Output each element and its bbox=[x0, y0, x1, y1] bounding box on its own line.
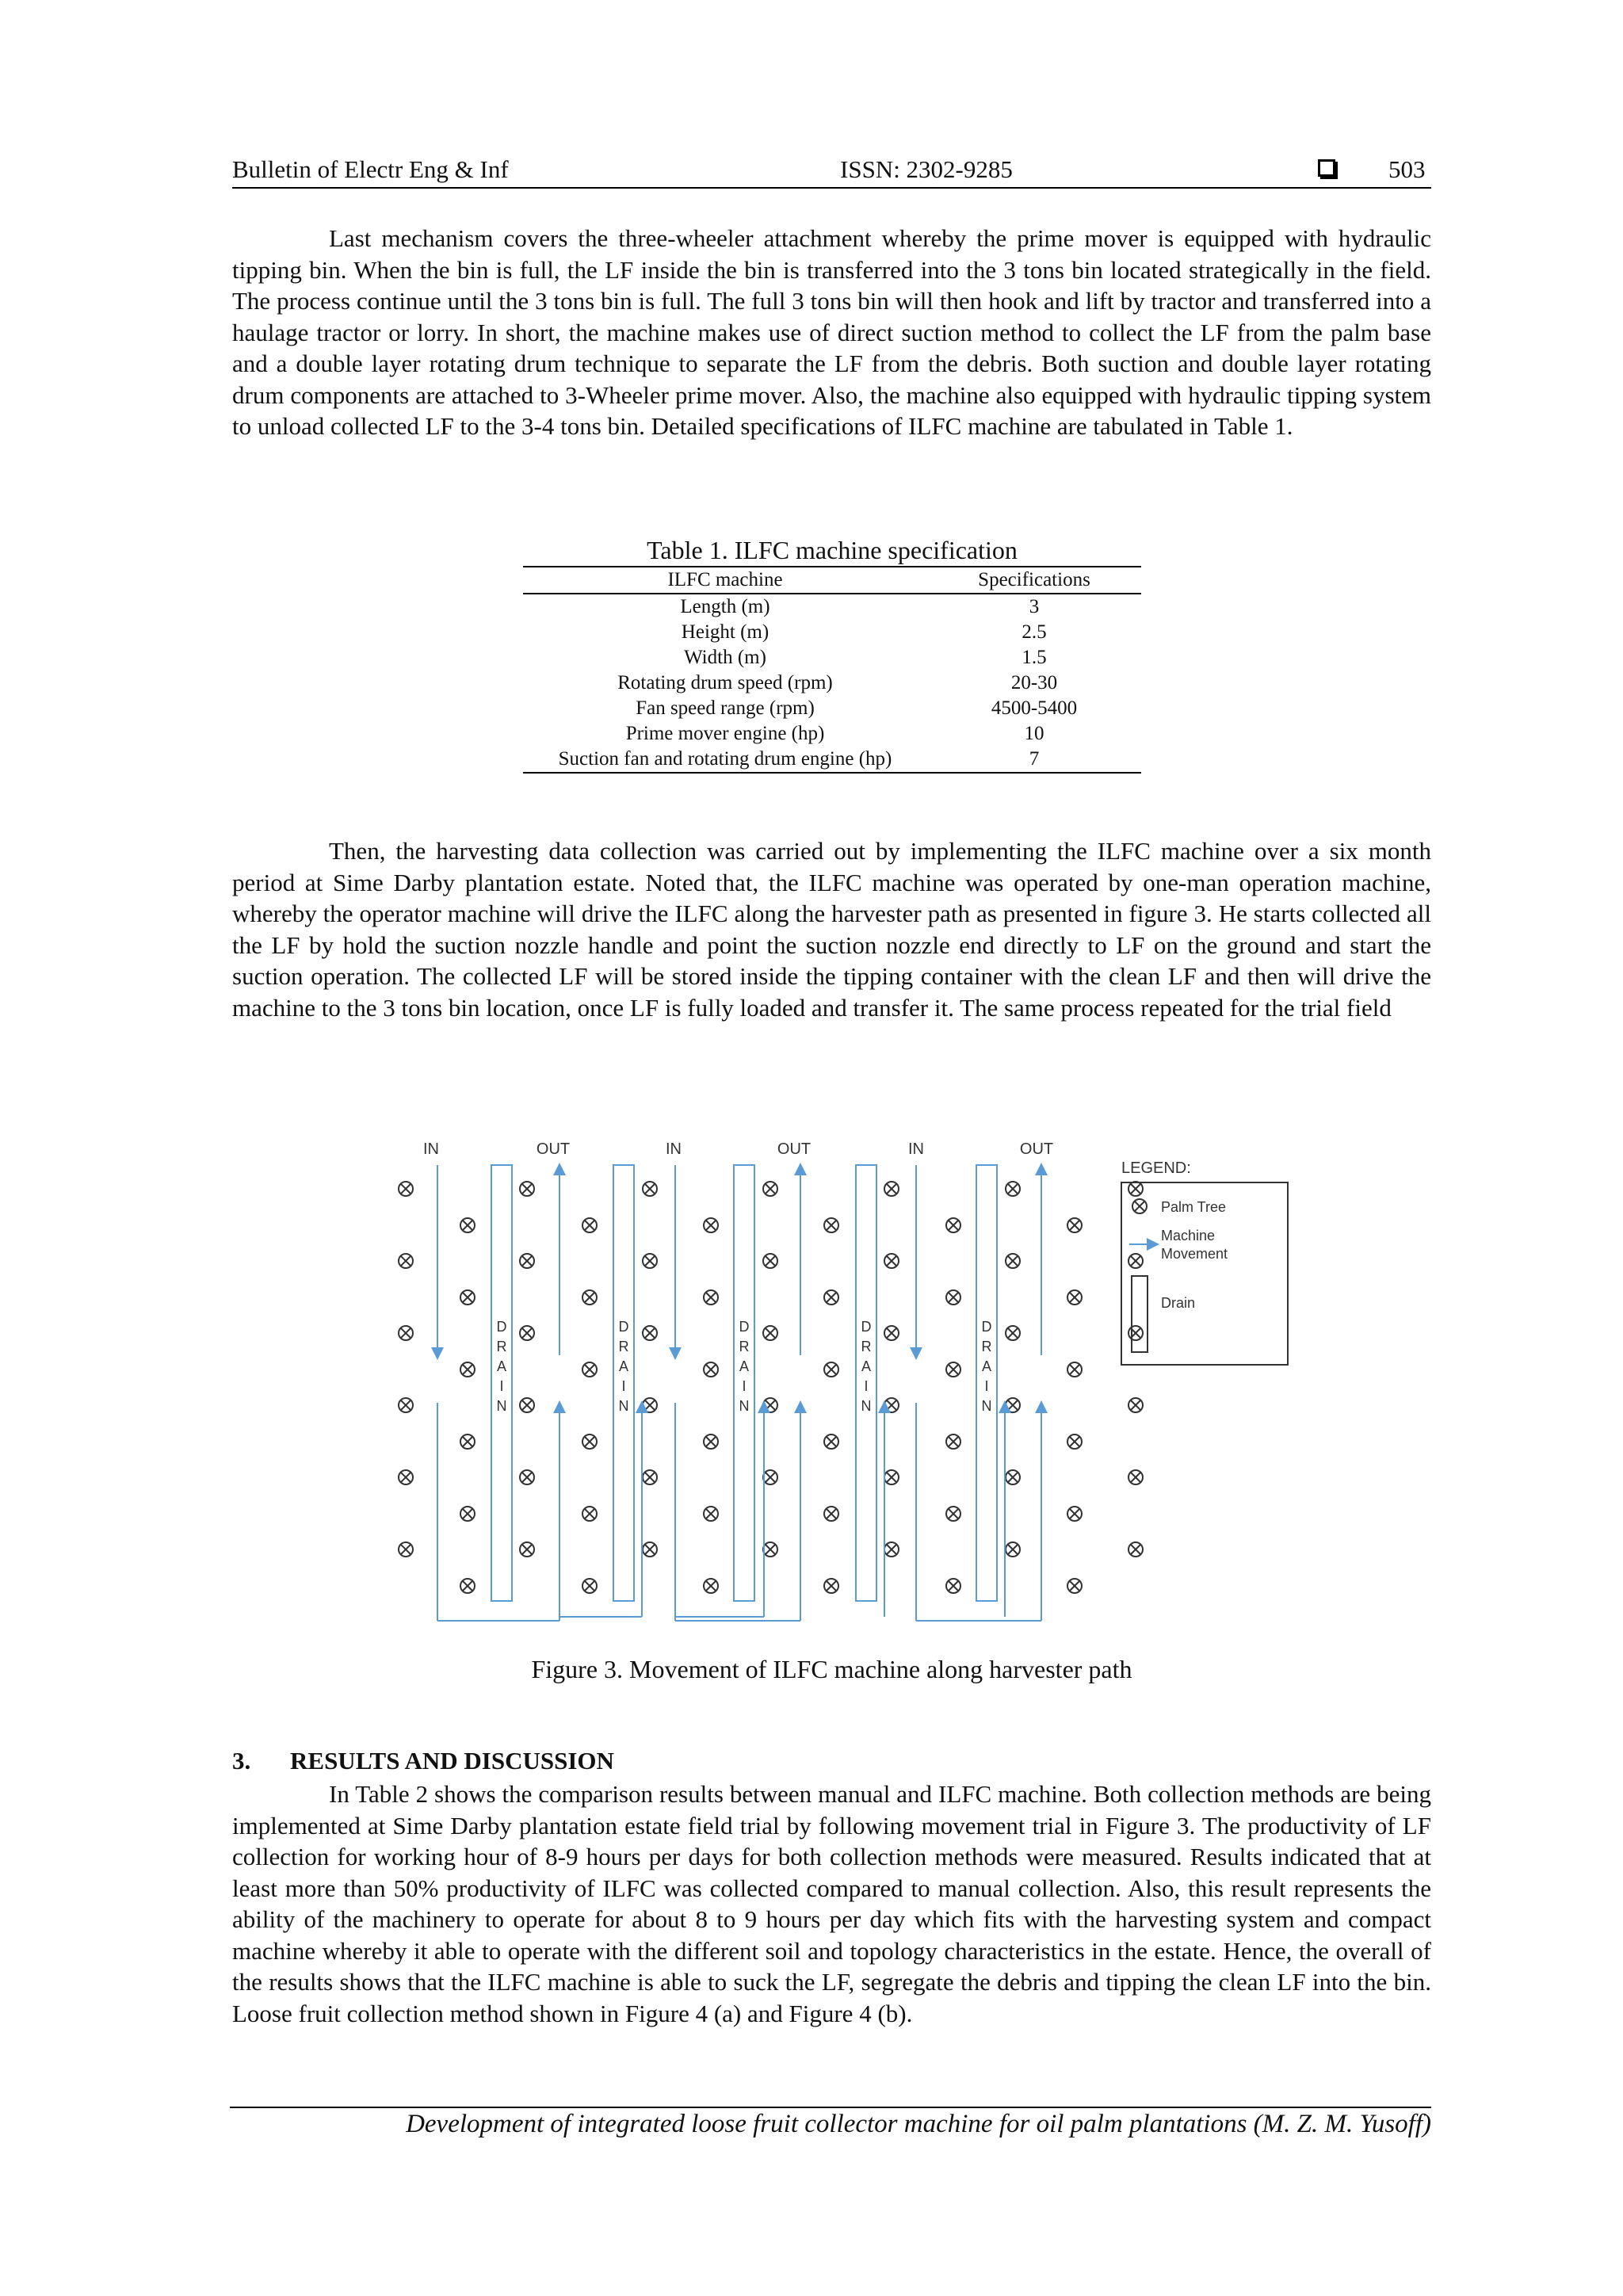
table-cell: Fan speed range (rpm) bbox=[636, 697, 815, 719]
drain-letter: D bbox=[981, 1319, 992, 1335]
table-row bbox=[523, 645, 1141, 670]
drain-letter: A bbox=[618, 1358, 629, 1374]
drain-letter: D bbox=[739, 1319, 750, 1335]
drain-letter: A bbox=[981, 1358, 992, 1374]
section-title: RESULTS AND DISCUSSION bbox=[290, 1747, 614, 1775]
legend-drain-label: Drain bbox=[1161, 1295, 1196, 1311]
table-header: Specifications bbox=[978, 569, 1090, 590]
table-cell: Rotating drum speed (rpm) bbox=[617, 672, 833, 693]
paragraph-1: Last mechanism covers the three-wheeler attachment whereby the prime mover is equipped with hydraulic tipping bin. When the bin is full, the LF inside the bin is transferred into the 3 tons bin located strategically in the field. The process continue until the 3 tons bin is full. The full 3 tons bin will then hook and lift by tractor and transferred into a haulage tractor or lorry. In short, the machine makes use of direct suction method to collect the LF from the palm base and a double layer rotating drum technique to separate the LF from the debris. Both suction and double layer rotating drum components are attached to 3-Wheeler prime mover. Also, the machine also equipped with hydraulic tipping system to unload collected LF to the 3-4 tons bin. Detailed specifications of ILFC machine are tabulated in Table 1. bbox=[232, 224, 1431, 440]
table-cell: 1.5 bbox=[1022, 647, 1047, 668]
paragraph-2: Then, the harvesting data collection was carried out by implementing the ILFC machine over a six month period at Sime Darby plantation estate. Noted that, the ILFC machine was operated by one-man operation machine, whereby the operator machine will drive the ILFC along the harvester path as presented in figure 3. He starts collected all the LF by hold the suction nozzle handle and point the suction nozzle end directly to LF on the ground and start the suction operation. The collected LF will be stored inside the tipping container with the clean LF and then will drive the machine to the 3 tons bin location, once LF is fully loaded and transfer it. The same process repeated for the trial field bbox=[232, 837, 1431, 1022]
square-icon bbox=[1318, 159, 1335, 177]
legend-title: LEGEND: bbox=[1121, 1159, 1191, 1177]
table-cell: Prime mover engine (hp) bbox=[625, 723, 825, 744]
legend-movement-label: Movement bbox=[1161, 1246, 1228, 1262]
table-cell: 3 bbox=[1029, 596, 1040, 617]
direction-label: IN bbox=[908, 1140, 924, 1158]
drain-letter: R bbox=[981, 1339, 992, 1354]
table-row bbox=[523, 594, 1141, 620]
legend-palm-tree-label: Palm Tree bbox=[1161, 1199, 1227, 1215]
table-cell: Width (m) bbox=[684, 647, 766, 668]
harvester-path-diagram bbox=[380, 1125, 1292, 1633]
direction-label: OUT bbox=[536, 1140, 571, 1158]
table-1-caption: Table 1. ILFC machine specification bbox=[647, 536, 1018, 564]
direction-label: OUT bbox=[777, 1140, 812, 1158]
drain-letter: N bbox=[981, 1398, 992, 1414]
legend-machine-label: Machine bbox=[1161, 1228, 1216, 1244]
table-row bbox=[523, 721, 1141, 747]
paragraph-3: In Table 2 shows the comparison results between manual and ILFC machine. Both collection methods are being implemented at Sime Darby plantation estate field trial by following movement trial in Figure 3. The productivity of LF collection for working hour of 8-9 hours per days for both collection methods were measured. Results indicated that at least more than 50% productivity of ILFC was collected compared to manual collection. Also, this result represents the ability of the machinery to operate for about 8 to 9 hours per day which fits with the harvesting system and compact machine whereby it able to operate with the different soil and topology characteristics in the estate. Hence, the overall of the results shows that the ILFC machine is able to suck the LF, segregate the debris and tipping the clean LF into the bin. Loose fruit collection method shown in Figure 4 (a) and Figure 4 (b). bbox=[232, 1780, 1431, 2027]
table-1 bbox=[523, 566, 1141, 774]
table-cell: 7 bbox=[1029, 748, 1040, 770]
header-rule bbox=[232, 187, 1431, 189]
table-row bbox=[523, 620, 1141, 645]
drain-letter: I bbox=[742, 1378, 747, 1394]
table-cell: 10 bbox=[1024, 723, 1044, 744]
table-cell: 20-30 bbox=[1010, 672, 1058, 693]
drain-letter: I bbox=[864, 1378, 869, 1394]
table-row bbox=[523, 747, 1141, 773]
direction-label: IN bbox=[666, 1140, 682, 1158]
direction-label: OUT bbox=[1019, 1140, 1054, 1158]
drain-letter: I bbox=[621, 1378, 626, 1394]
drain-letter: N bbox=[618, 1398, 629, 1414]
table-row bbox=[523, 696, 1141, 721]
table-cell: 4500-5400 bbox=[991, 697, 1078, 719]
drain-letter: N bbox=[496, 1398, 507, 1414]
drain-letter: A bbox=[496, 1358, 507, 1374]
drain-letter: N bbox=[861, 1398, 872, 1414]
issn: ISSN: 2302-9285 bbox=[840, 155, 1013, 183]
drain-letter: D bbox=[618, 1319, 629, 1335]
table-row bbox=[523, 670, 1141, 696]
drain-letter: I bbox=[499, 1378, 504, 1394]
table-cell: Height (m) bbox=[681, 621, 769, 643]
drain-letter: A bbox=[739, 1358, 750, 1374]
section-number: 3. bbox=[232, 1747, 251, 1775]
table-cell: Length (m) bbox=[680, 596, 770, 617]
drain-letter: R bbox=[618, 1339, 629, 1354]
drain-letter: R bbox=[496, 1339, 507, 1354]
drain-letter: D bbox=[496, 1319, 507, 1335]
journal-name: Bulletin of Electr Eng & Inf bbox=[232, 155, 509, 183]
drain-letter: R bbox=[739, 1339, 750, 1354]
table-cell: Suction fan and rotating drum engine (hp) bbox=[558, 748, 892, 770]
drain-letter: R bbox=[861, 1339, 872, 1354]
table-cell: 2.5 bbox=[1022, 621, 1047, 643]
footer-rule bbox=[230, 2107, 1431, 2108]
table-header: ILFC machine bbox=[667, 569, 783, 590]
page-number: 503 bbox=[1388, 155, 1426, 183]
drain-letter: N bbox=[739, 1398, 750, 1414]
direction-label: IN bbox=[423, 1140, 439, 1158]
drain-letter: D bbox=[861, 1319, 872, 1335]
footer-citation: Development of integrated loose fruit collector machine for oil palm plantations (M. Z. M. Yusoff) bbox=[406, 2110, 1431, 2138]
figure-3-caption: Figure 3. Movement of ILFC machine along harvester path bbox=[531, 1655, 1132, 1683]
drain-letter: I bbox=[984, 1378, 989, 1394]
drain-letter: A bbox=[861, 1358, 872, 1374]
